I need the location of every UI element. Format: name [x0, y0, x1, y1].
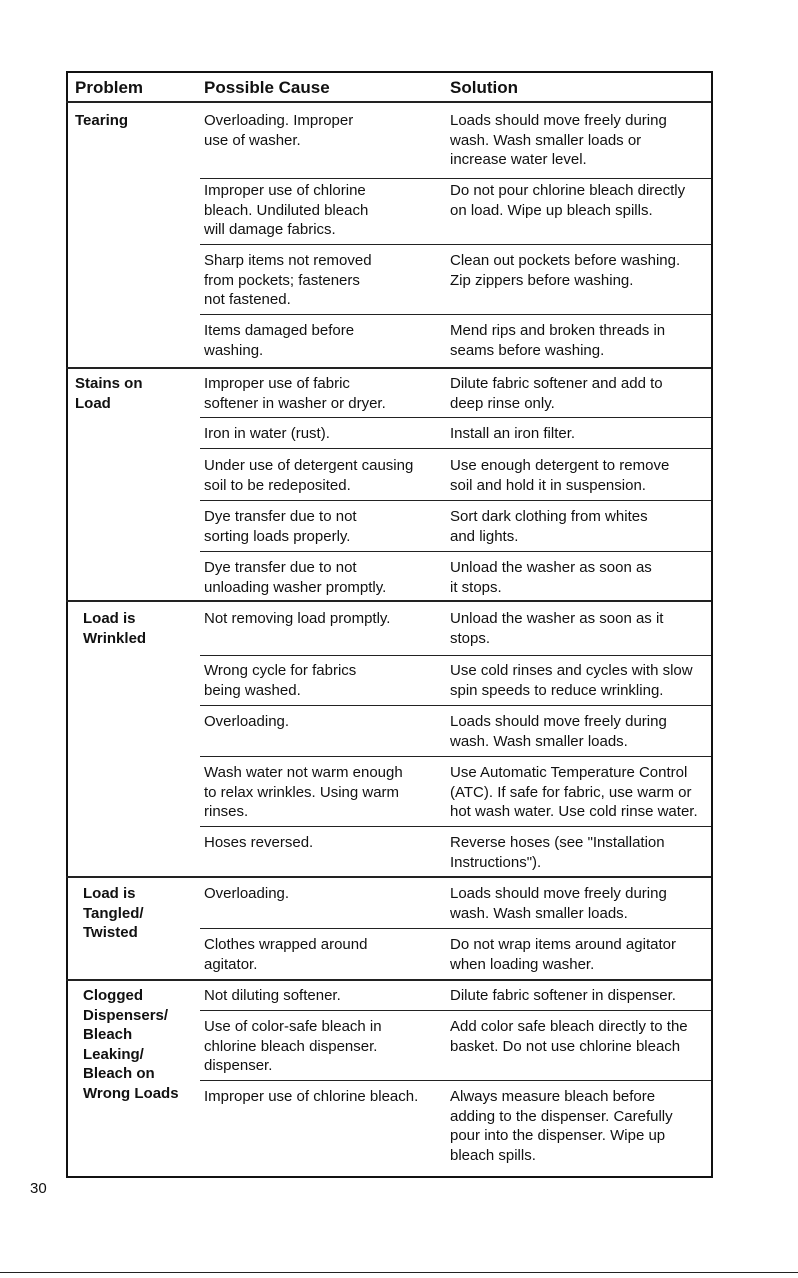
bottom-edge-rule: [0, 1272, 798, 1273]
row-divider: [200, 826, 711, 827]
problem-stains-on-load: Stains on Load: [75, 375, 143, 412]
solution-cell: Use Automatic Temperature Control (ATC). If safe for fabric, use warm or hot wash water. Use cold rinse water.: [450, 764, 698, 820]
cause-cell: Overloading.: [204, 713, 290, 730]
solution-cell: Mend rips and broken threads in seams before washing.: [450, 322, 666, 359]
cause-cell: Iron in water (rust).: [204, 425, 330, 442]
solution-cell: Loads should move freely during wash. Wash smaller loads.: [450, 885, 667, 922]
solution-cell: Do not pour chlorine bleach directly on load. Wipe up bleach spills.: [450, 182, 686, 219]
cause-cell: Not diluting softener.: [204, 987, 341, 1004]
row-divider: [200, 314, 711, 315]
cause-cell: Dye transfer due to not sorting loads properly.: [204, 508, 357, 545]
group-divider: [66, 600, 711, 602]
solution-cell: Unload the washer as soon as it stops.: [450, 610, 664, 647]
header-solution: Solution: [450, 78, 518, 97]
solution-cell: Use enough detergent to remove soil and hold it in suspension.: [450, 457, 670, 494]
problem-load-is-wrinkled: Load is Wrinkled: [83, 610, 147, 647]
cause-cell: Overloading.: [204, 885, 290, 902]
cause-cell: Improper use of fabric softener in washer or dryer.: [204, 375, 386, 412]
solution-cell: Add color safe bleach directly to the basket. Do not use chlorine bleach: [450, 1018, 688, 1055]
solution-cell: Sort dark clothing from whites and lights.: [450, 508, 648, 545]
group-divider: [66, 876, 711, 878]
cause-cell: Improper use of chlorine bleach. Undiluted bleach will damage fabrics.: [204, 182, 369, 238]
cause-cell: Sharp items not removed from pockets; fasteners not fastened.: [204, 252, 372, 308]
solution-cell: Always measure bleach before adding to the dispenser. Carefully pour into the dispenser. Wipe up bleach spills.: [450, 1088, 673, 1164]
cause-cell: Not removing load promptly.: [204, 610, 391, 627]
row-divider: [200, 500, 711, 501]
row-divider: [200, 244, 711, 245]
row-divider: [200, 417, 711, 418]
group-divider: [66, 367, 711, 369]
cause-cell: Wrong cycle for fabrics being washed.: [204, 662, 357, 699]
problem-load-is-tangled: Load is Tangled/ Twisted: [83, 885, 144, 941]
solution-cell: Unload the washer as soon as it stops.: [450, 559, 652, 596]
group-divider: [66, 979, 711, 981]
cause-cell: Under use of detergent causing soil to be redeposited.: [204, 457, 414, 494]
solution-cell: Reverse hoses (see "Installation Instructions").: [450, 834, 665, 871]
cause-cell: Items damaged before washing.: [204, 322, 355, 359]
header-rule: [66, 101, 711, 103]
row-divider: [200, 756, 711, 757]
header-problem: Problem: [75, 78, 144, 97]
row-divider: [200, 1010, 711, 1011]
cause-cell: Use of color-safe bleach in chlorine bleach dispenser. dispenser.: [204, 1018, 382, 1074]
row-divider: [200, 705, 711, 706]
solution-cell: Install an iron filter.: [450, 425, 576, 442]
row-divider: [200, 928, 711, 929]
page-number: 30: [30, 1180, 47, 1197]
cause-cell: Overloading. Improper use of washer.: [204, 112, 354, 149]
cause-cell: Hoses reversed.: [204, 834, 314, 851]
cause-cell: Improper use of chlorine bleach.: [204, 1088, 419, 1105]
solution-cell: Loads should move freely during wash. Wash smaller loads or increase water level.: [450, 112, 667, 168]
problem-clogged-dispensers: Clogged Dispensers/ Bleach Leaking/ Bleach on Wrong Loads: [83, 987, 179, 1102]
header-possible-cause: Possible Cause: [204, 78, 330, 97]
solution-cell: Do not wrap items around agitator when loading washer.: [450, 936, 676, 973]
cause-cell: Clothes wrapped around agitator.: [204, 936, 368, 973]
solution-cell: Loads should move freely during wash. Wash smaller loads.: [450, 713, 667, 750]
cause-cell: Wash water not warm enough to relax wrinkles. Using warm rinses.: [204, 764, 403, 820]
solution-cell: Dilute fabric softener and add to deep rinse only.: [450, 375, 663, 412]
cause-cell: Dye transfer due to not unloading washer promptly.: [204, 559, 387, 596]
problem-tearing: Tearing: [75, 112, 129, 129]
solution-cell: Use cold rinses and cycles with slow spin speeds to reduce wrinkling.: [450, 662, 693, 699]
row-divider: [200, 178, 711, 179]
solution-cell: Dilute fabric softener in dispenser.: [450, 987, 676, 1004]
solution-cell: Clean out pockets before washing. Zip zippers before washing.: [450, 252, 681, 289]
row-divider: [200, 655, 711, 656]
row-divider: [200, 551, 711, 552]
row-divider: [200, 448, 711, 449]
row-divider: [200, 1080, 711, 1081]
